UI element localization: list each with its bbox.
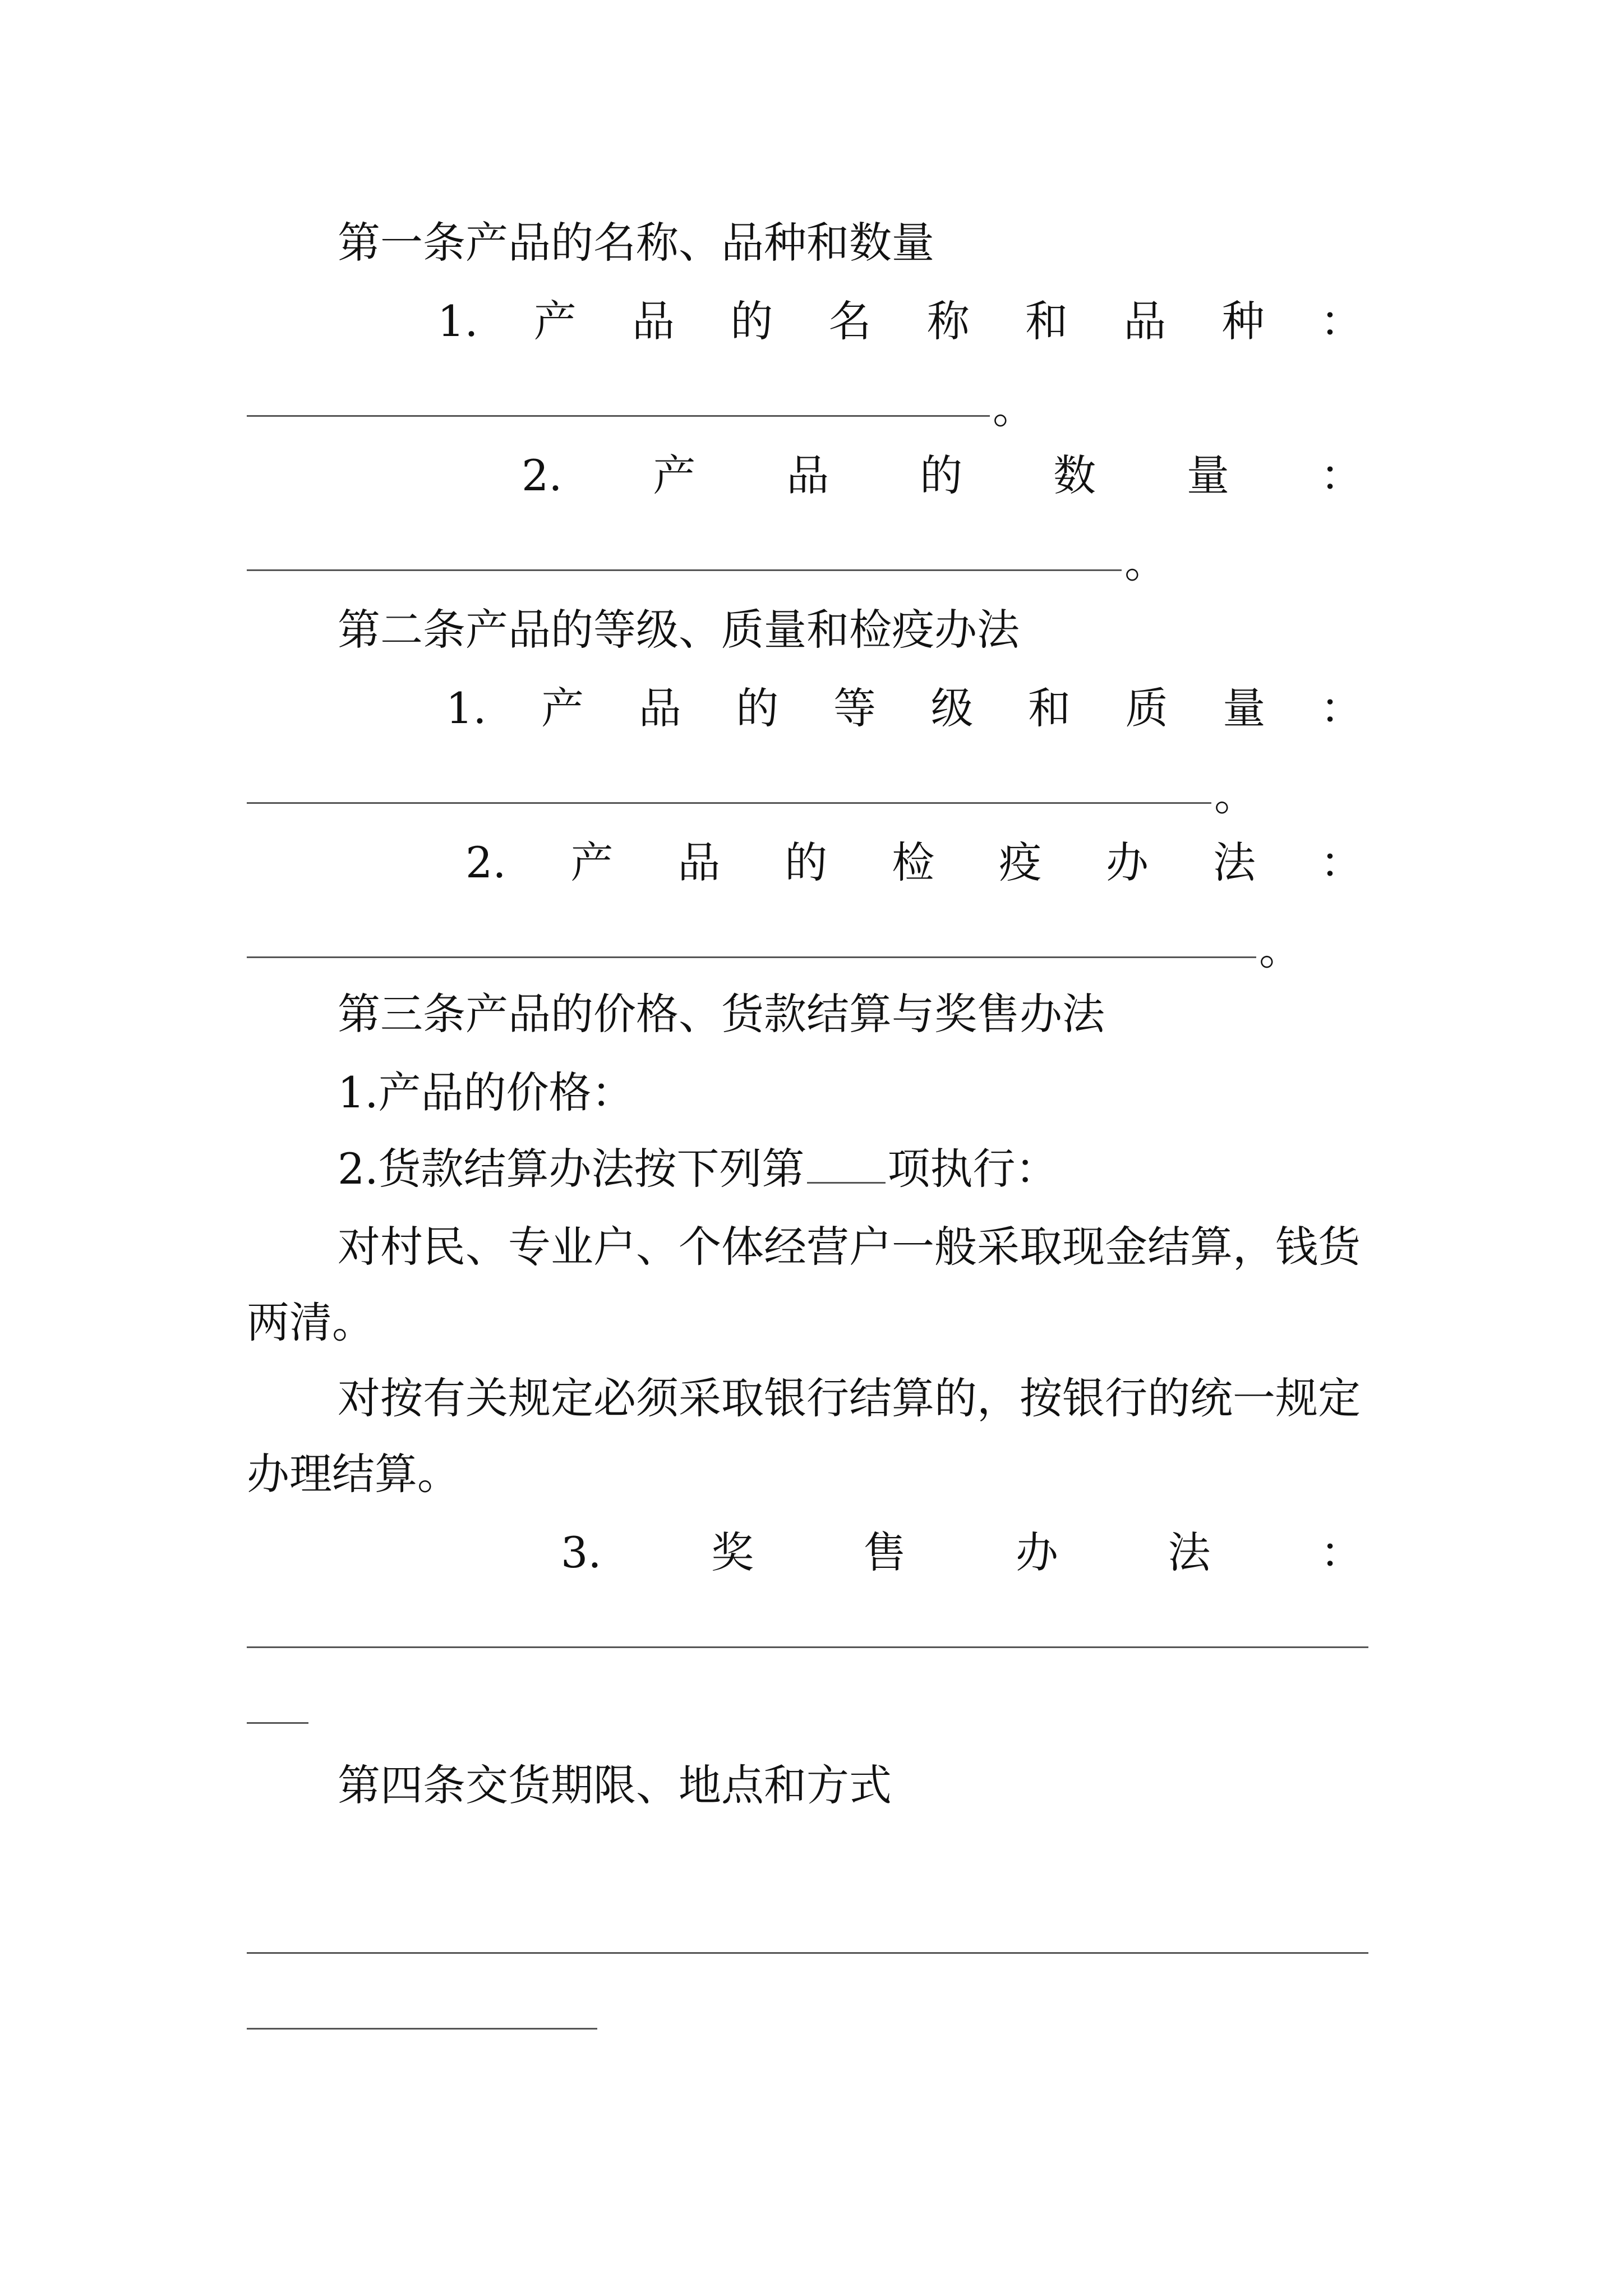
item-char: 级 (930, 683, 974, 733)
item-number: 2. (465, 838, 506, 887)
article-3-item-3 (561, 1527, 1363, 1577)
item-char: 产 (533, 296, 577, 346)
item-char: 种 (1221, 296, 1265, 346)
item-colon: ： (1320, 450, 1363, 500)
item-char: 法 (1168, 1527, 1211, 1577)
item-char: 产 (653, 450, 696, 500)
item-char: 量 (1187, 450, 1230, 500)
settlement-line (338, 1144, 1058, 1194)
fill-in-line (247, 802, 1211, 804)
item-char: 等 (833, 683, 876, 733)
item-char: 和 (1028, 683, 1071, 733)
item-char: 办 (1106, 838, 1149, 887)
item-char: 检 (892, 838, 935, 887)
item-char: 奖 (711, 1527, 754, 1577)
item-number: 2. (522, 450, 562, 500)
article-2-heading: 第二条产品的等级、质量和检疫办法 (338, 605, 1020, 655)
item-char: 的 (730, 296, 773, 346)
item-char: 称 (926, 296, 970, 346)
price-line: 1.产品的价格： (338, 1068, 634, 1117)
item-char: 售 (863, 1527, 906, 1577)
item-colon: ： (1320, 838, 1363, 887)
fill-in-line (247, 956, 1256, 958)
item-char: 疫 (999, 838, 1042, 887)
item-char: 质 (1125, 683, 1168, 733)
period: 。 (1124, 537, 1167, 587)
article-1-item-1 (437, 296, 1363, 346)
item-colon: ： (1320, 296, 1363, 346)
settlement-text-end: 项执行： (887, 1144, 1058, 1194)
item-char: 品 (677, 838, 721, 887)
fill-in-line (247, 1952, 1368, 1954)
article-4-heading: 第四条交货期限、地点和方式 (338, 1760, 892, 1810)
fill-in-line (247, 415, 990, 417)
item-char: 办 (1015, 1527, 1058, 1577)
fill-in-line-continued (247, 1722, 308, 1724)
item-char: 量 (1223, 683, 1266, 733)
article-1-heading: 第一条产品的名称、品种和数量 (338, 218, 934, 268)
item-char: 品 (1123, 296, 1166, 346)
cash-settlement-line-1: 对村民、专业户、个体经营户一般采取现金结算，钱货 (338, 1222, 1361, 1272)
item-char: 和 (1025, 296, 1068, 346)
item-char: 的 (736, 683, 779, 733)
article-2-item-1 (446, 683, 1363, 733)
article-1-item-2 (522, 450, 1363, 500)
item-char: 品 (638, 683, 681, 733)
period: 。 (1214, 770, 1257, 820)
settlement-text: 2.货款结算办法按下列第 (338, 1144, 805, 1194)
fill-in-line (247, 1646, 1368, 1648)
item-char: 产 (570, 838, 614, 887)
item-colon: ： (1320, 683, 1363, 733)
period: 。 (993, 383, 1035, 433)
item-char: 名 (828, 296, 872, 346)
bank-settlement-line-1: 对按有关规定必须采取银行结算的，按银行的统一规定 (338, 1373, 1361, 1423)
item-char: 的 (785, 838, 828, 887)
article-2-item-2 (465, 838, 1363, 887)
article-3-heading: 第三条产品的价格、货款结算与奖售办法 (338, 989, 1105, 1039)
item-char: 法 (1212, 838, 1256, 887)
fill-in-line-continued (247, 2028, 597, 2030)
item-char: 品 (632, 296, 675, 346)
item-char: 品 (786, 450, 829, 500)
item-number: 1. (446, 683, 487, 733)
item-colon: ： (1320, 1527, 1363, 1577)
period: 。 (1259, 924, 1302, 974)
fill-in-line (247, 569, 1122, 571)
item-number: 3. (561, 1527, 602, 1577)
item-char: 的 (920, 450, 963, 500)
item-char: 产 (541, 683, 584, 733)
item-char: 数 (1053, 450, 1096, 500)
cash-settlement-line-2: 两清。 (247, 1297, 375, 1347)
blank-underline (807, 1147, 886, 1184)
item-number: 1. (437, 296, 478, 346)
bank-settlement-line-2: 办理结算。 (247, 1449, 460, 1499)
